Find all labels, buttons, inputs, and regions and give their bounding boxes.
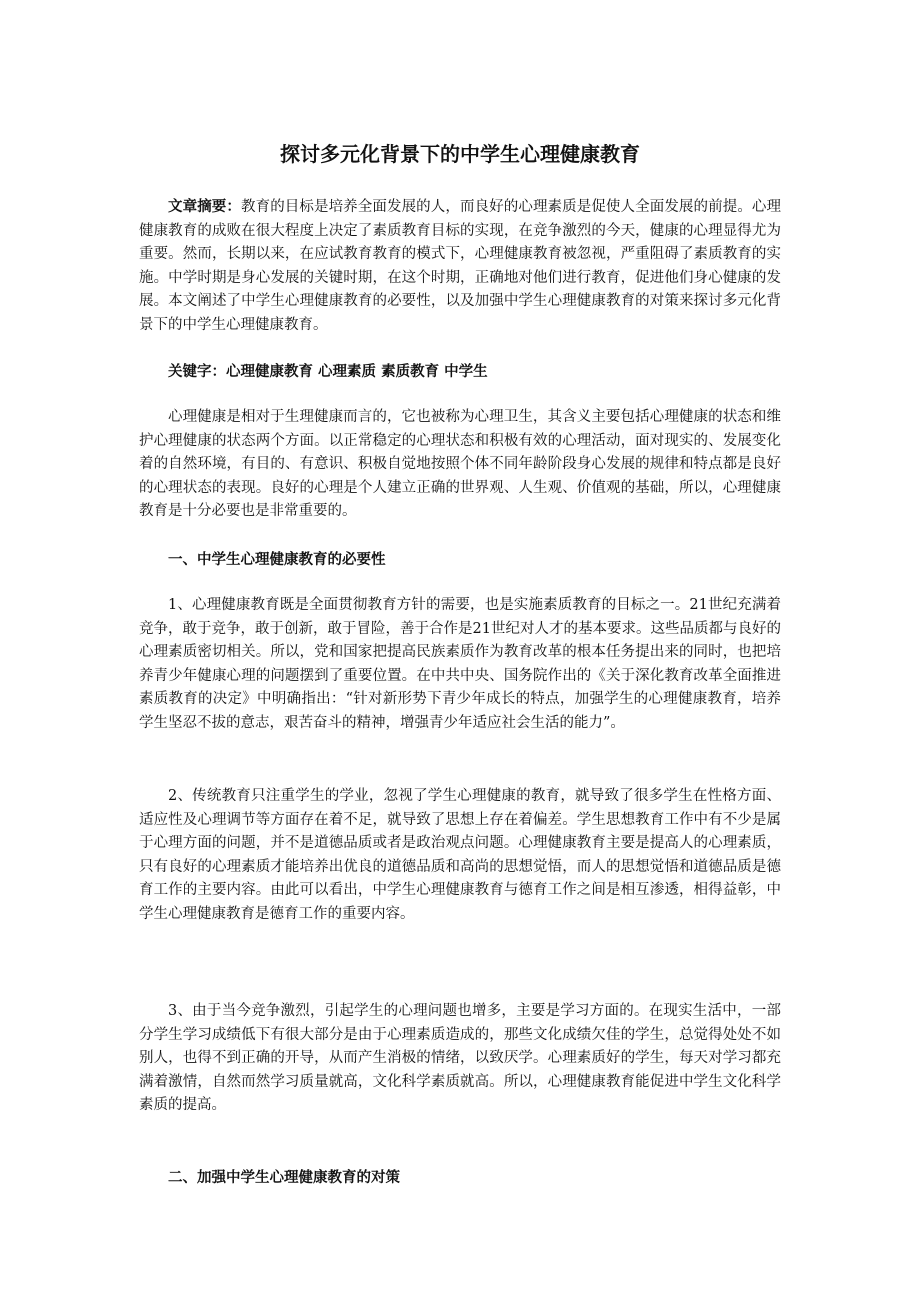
abstract-paragraph <box>139 196 781 337</box>
abstract-label: 文章摘要： <box>168 199 241 215</box>
keywords-line: 关键字：心理健康教育 心理素质 素质教育 中学生 <box>168 364 488 380</box>
section2-heading: 二、加强中学生心理健康教育的对策 <box>168 1170 400 1186</box>
point3-paragraph: 3、由于当今竞争激烈，引起学生的心理问题也增多，主要是学习方面的。在现实生活中，一部分学生学习成绩低下有很大部分是由于心理素质造成的，那些文化成绩欠佳的学生，总觉得处处不如别人，也得不到正确的开导，从而产生消极的情绪，以致厌学。心理素质好的学生，每天对学习都充满着激情，自然而然学习质量就高，文化科学素质就高。所以，心理健康教育能促进中学生文化科学素质的提高。 <box>139 1003 781 1113</box>
intro-paragraph: 心理健康是相对于生理健康而言的，它也被称为心理卫生，其含义主要包括心理健康的状态和维护心理健康的状态两个方面。以正常稳定的心理状态和积极有效的心理活动，面对现实的、发展变化着的自然环境，有目的、有意识、积极自觉地按照个体不同年龄阶段身心发展的规律和特点都是良好的心理状态的表现。良好的心理是个人建立正确的世界观、人生观、价值观的基础，所以，心理健康教育是十分必要也是非常重要的。 <box>139 409 781 519</box>
point2-paragraph: 2、传统教育只注重学生的学业，忽视了学生心理健康的教育，就导致了很多学生在性格方面、适应性及心理调节等方面存在着不足，就导致了思想上存在着偏差。学生思想教育工作中有不少是属于心理方面的问题，并不是道德品质或者是政治观点问题。心理健康教育主要是提高人的心理素质，只有良好的心理素质才能培养出优良的道德品质和高尚的思想觉悟，而人的思想觉悟和道德品质是德育工作的主要内容。由此可以看出，中学生心理健康教育与德育工作之间是相互渗透，相得益彰，中学生心理健康教育是德育工作的重要内容。 <box>139 788 781 922</box>
abstract-text: 教育的目标是培养全面发展的人，而良好的心理素质是促使人全面发展的前提。心理健康教育的成败在很大程度上决定了素质教育目标的实现，在竞争激烈的今天，健康的心理显得尤为重要。然而，长期以来，在应试教育教育的模式下，心理健康教育被忽视，严重阻碍了素质教育的实施。中学时期是身心发展的关键时期，在这个时期，正确地对他们进行教育，促进他们身心健康的发展。本文阐述了中学生心理健康教育的必要性，以及加强中学生心理健康教育的对策来探讨多元化背景下的中学生心理健康教育。 <box>139 199 782 333</box>
point1-paragraph: 1、心理健康教育既是全面贯彻教育方针的需要，也是实施素质教育的目标之一。21世纪充满着竞争，敢于竞争，敢于创新，敢于冒险，善于合作是21世纪对人才的基本要求。这些品质都与良好的心理素质密切相关。所以，党和国家把提高民族素质作为教育改革的根本任务提出来的同时，也把培养青少年健康心理的问题摆到了重要位置。在中共中央、国务院作出的《关于深化教育改革全面推进素质教育的决定》中明确指出：“针对新形势下青少年成长的特点，加强学生的心理健康教育，培养学生坚忍不拔的意志，艰苦奋斗的精神，增强青少年适应社会生活的能力”。 <box>139 597 781 731</box>
document-title: 探讨多元化背景下的中学生心理健康教育 <box>280 142 640 166</box>
section1-heading: 一、中学生心理健康教育的必要性 <box>168 552 386 568</box>
